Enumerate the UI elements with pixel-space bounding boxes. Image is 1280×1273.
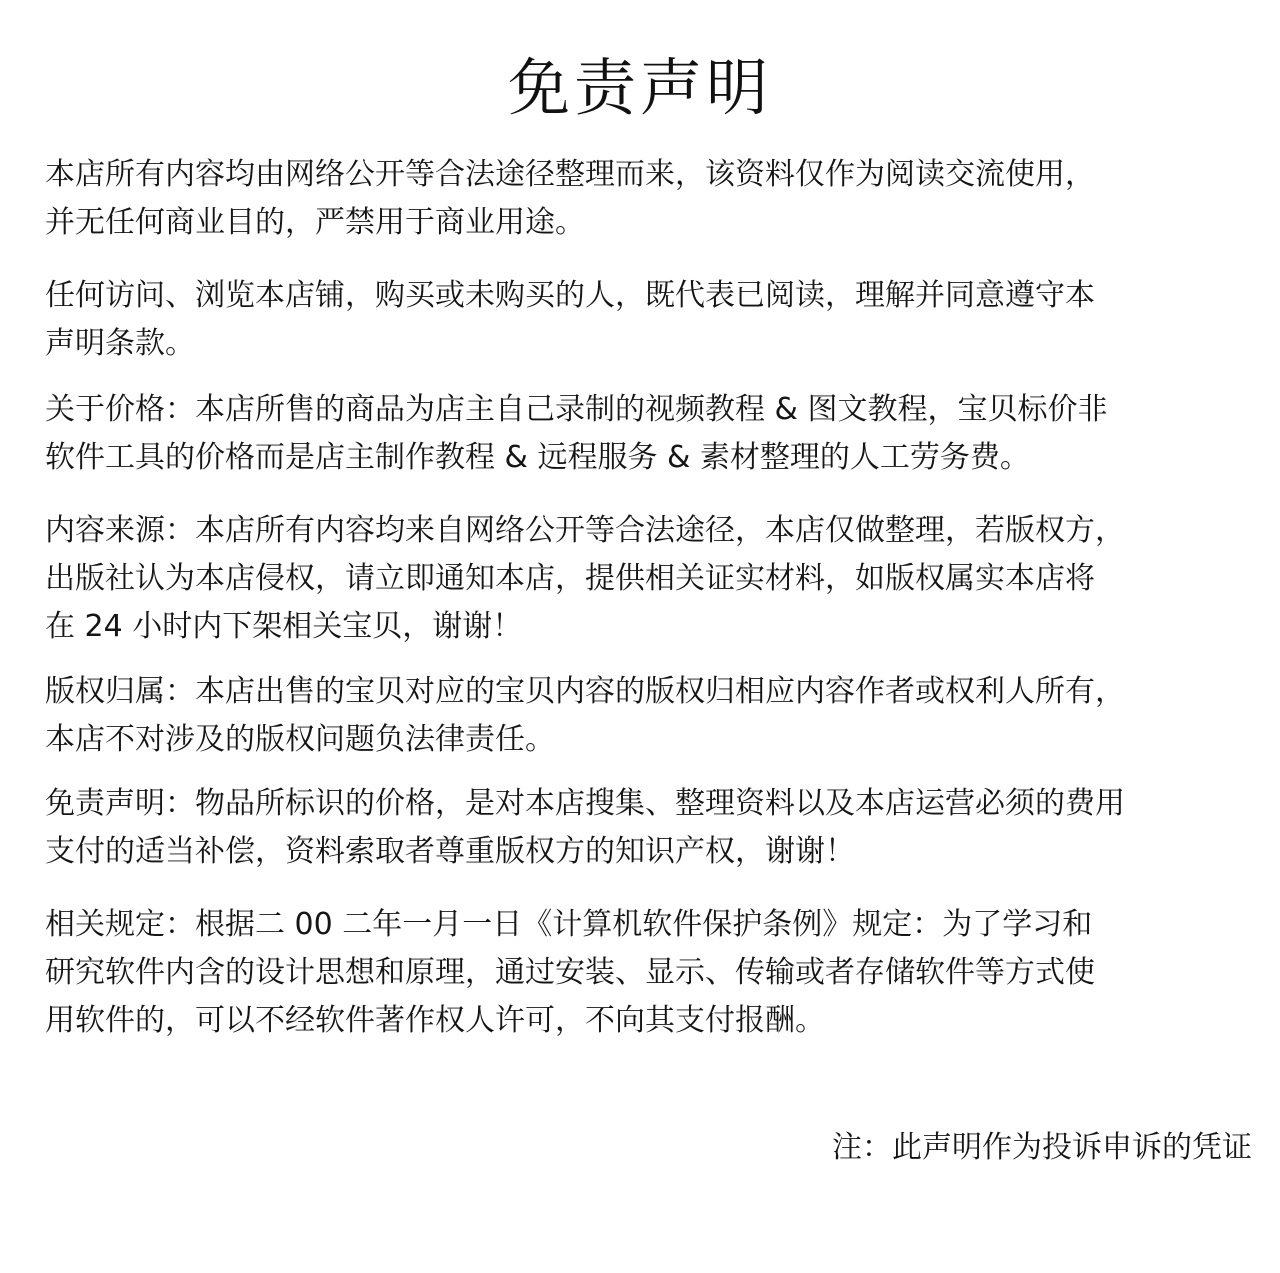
paragraph-regulation-line-1: 相关规定：根据二 00 二年一月一日《计算机软件保护条例》规定：为了学习和 — [45, 907, 1093, 942]
paragraph-2-line-1: 任何访问、浏览本店铺，购买或未购买的人，既代表已阅读，理解并同意遵守本 — [45, 278, 1095, 313]
paragraph-copyright-line-1: 版权归属：本店出售的宝贝对应的宝贝内容的版权归相应内容作者或权利人所有， — [45, 674, 1125, 709]
paragraph-regulation-line-2: 研究软件内含的设计思想和原理，通过安装、显示、传输或者存储软件等方式使 — [45, 955, 1095, 990]
paragraph-1-line-2: 并无任何商业目的，严禁用于商业用途。 — [45, 205, 585, 240]
paragraph-source-line-1: 内容来源：本店所有内容均来自网络公开等合法途径，本店仅做整理，若版权方， — [45, 513, 1125, 548]
page-title: 免责声明 — [507, 51, 772, 124]
paragraph-copyright-line-2: 本店不对涉及的版权问题负法律责任。 — [45, 722, 555, 757]
paragraph-disclaimer-line-2: 支付的适当补偿，资料索取者尊重版权方的知识产权，谢谢！ — [45, 834, 855, 869]
paragraph-pricing-line-2: 软件工具的价格而是店主制作教程 & 远程服务 & 素材整理的人工劳务费。 — [45, 440, 1030, 475]
paragraph-2-line-2: 声明条款。 — [45, 326, 195, 361]
paragraph-disclaimer-line-1: 免责声明：物品所标识的价格，是对本店搜集、整理资料以及本店运营必须的费用 — [45, 786, 1125, 821]
paragraph-source-line-3: 在 24 小时内下架相关宝贝，谢谢！ — [45, 609, 523, 644]
paragraph-pricing-line-1: 关于价格：本店所售的商品为店主自己录制的视频教程 & 图文教程，宝贝标价非 — [45, 392, 1108, 427]
footer-note: 注：此声明作为投诉申诉的凭证 — [832, 1130, 1252, 1165]
paragraph-1-line-1: 本店所有内容均由网络公开等合法途径整理而来，该资料仅作为阅读交流使用， — [45, 157, 1095, 192]
paragraph-regulation-line-3: 用软件的，可以不经软件著作权人许可，不向其支付报酬。 — [45, 1003, 825, 1038]
paragraph-source-line-2: 出版社认为本店侵权，请立即通知本店，提供相关证实材料，如版权属实本店将 — [45, 561, 1095, 596]
